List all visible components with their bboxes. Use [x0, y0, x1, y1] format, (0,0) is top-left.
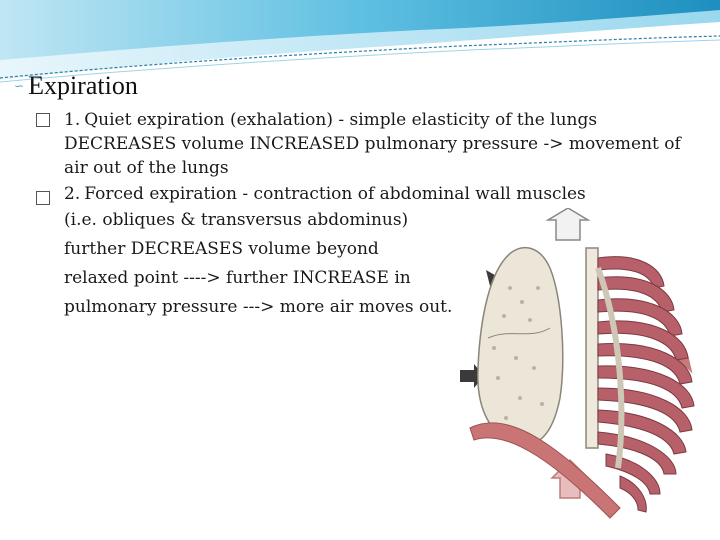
wave-bullet-icon: ∽	[14, 79, 25, 93]
box-bullet-icon	[36, 191, 50, 205]
slide-title	[14, 70, 138, 102]
item-text: further DECREASES volume beyond	[64, 239, 379, 259]
sternum-illustration	[586, 248, 598, 448]
item-text: (i.e. obliques & transversus abdominus)	[64, 210, 409, 230]
rib-cage-diagram	[450, 208, 720, 540]
list-item	[14, 108, 704, 180]
item-line	[64, 182, 704, 206]
item-line	[64, 108, 704, 132]
item-text: Quiet expiration (exhalation) - simple elasticity of the lungs	[84, 110, 598, 130]
item-text: Forced expiration - contraction of abdominal wall muscles	[84, 184, 586, 204]
item-text: pulmonary pressure ---> more air moves out.	[64, 297, 453, 317]
item-text: relaxed point ----> further INCREASE in	[64, 268, 411, 288]
up-arrow-top-icon	[548, 208, 588, 240]
box-bullet-icon	[36, 113, 50, 127]
item-text: air out of the lungs	[64, 158, 229, 178]
item-text: DECREASES volume INCREASED pulmonary pressure -> movement of	[64, 134, 681, 154]
slide-title-text: Expiration	[28, 71, 138, 100]
item-number: 2.	[64, 184, 81, 204]
ribs-illustration	[598, 257, 694, 512]
item-number: 1.	[64, 110, 81, 130]
